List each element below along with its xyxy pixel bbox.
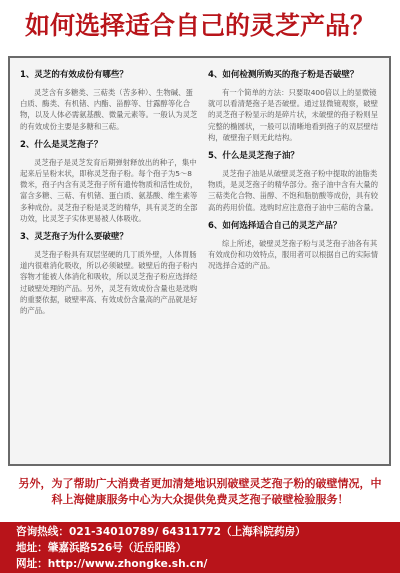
faq-panel bbox=[8, 56, 391, 466]
faq-left-column bbox=[20, 62, 198, 460]
address-text: 地址：肇嘉浜路526号（近岳阳路） bbox=[16, 542, 187, 554]
faq-item-3 bbox=[20, 231, 198, 316]
faq-item-1 bbox=[20, 69, 198, 132]
hotline-text: 咨询热线：021-34010789/ 64311772（上海科院药房） bbox=[16, 526, 306, 538]
page-title: 如何选择适合自己的灵芝产品？ bbox=[24, 11, 375, 40]
faq-question: 2、什么是灵芝孢子？ bbox=[20, 139, 103, 150]
faq-answer: 综上所述，破壁灵芝孢子粉与灵芝孢子油各有其有效成份和功效特点，服用者可以根据自己的实际情况选择合适的产品。 bbox=[208, 238, 378, 271]
faq-right-column bbox=[208, 62, 382, 460]
contact-footer bbox=[0, 522, 400, 573]
faq-question: 4、如何检测所购买的孢子粉是否破壁？ bbox=[208, 70, 359, 80]
faq-question: 1、灵芝的有效成份有哪些？ bbox=[20, 70, 128, 80]
faq-item-2 bbox=[20, 139, 198, 224]
faq-item-6 bbox=[208, 220, 382, 272]
website-link[interactable]: 网址：http://www.zhongke.sh.cn/ bbox=[16, 558, 208, 570]
faq-question: 5、什么是灵芝孢子油？ bbox=[208, 151, 299, 162]
faq-answer: 灵芝孢子是灵芝发育后期弹射释放出的种子，集中起来后呈粉末状，即称灵芝孢子粉。每个孢子为5～8微米，孢子内含有灵芝孢子所有遗传物质和活性成份，富含多糖、三萜、有机锗、蛋白质、氨基酸、维生素等多种成份。灵芝孢子粉是灵芝的精华，具有灵芝的全部功效，比灵芝子实体更易被人体吸收。 bbox=[20, 157, 198, 223]
faq-answer: 灵芝孢子油是从破壁灵芝孢子粉中提取的油脂类物质，是灵芝孢子的精华部分。孢子油中含有大量的三萜类化合物、甾醇、不饱和脂肪酸等成份，具有较高的药用价值。选购时应注意孢子油中三萜的含量。 bbox=[208, 169, 378, 212]
faq-item-5 bbox=[208, 150, 382, 213]
faq-question: 3、灵芝孢子为什么要破壁？ bbox=[20, 232, 128, 243]
faq-answer: 灵芝含有多糖类、三萜类（苦多种）、生物碱、蛋白质、酶类、有机锗、内酯、甾醇等、甘露醇等化合物，以及人体必需氨基酸、微量元素等。一般认为灵芝的有效成份主要是多糖和三萜。 bbox=[20, 88, 198, 131]
faq-item-4 bbox=[208, 69, 382, 143]
faq-answer: 灵芝孢子粉具有双层坚硬的几丁质外壁，人体胃肠道内很难消化吸收，所以必须破壁。破壁后的孢子粉内容物才能被人体消化和吸收，所以灵芝孢子粉应选择经过破壁处理的产品。另外，灵芝有效成份含量也是选购的重要依据，破壁率高、有效成份含量高的产品就是好的产品。 bbox=[20, 250, 198, 316]
service-notice: 另外，为了帮助广大消费者更加清楚地识别破壁灵芝孢子粉的破壁情况，中科上海健康服务中心为大众提供免费灵芝孢子破壁检验服务！ bbox=[18, 477, 382, 506]
faq-question: 6、如何选择适合自己的灵芝产品？ bbox=[208, 220, 342, 231]
faq-answer: 有一个简单的方法：只要取400倍以上的显微镜就可以看清楚孢子是否破壁。通过显微镜观察，破壁的灵芝孢子粉显示的是碎片状，未破壁的孢子粉则呈完整的椭圆状，一般可以清晰地看到孢子的双层壁结构，破壁孢子则无此结构。 bbox=[208, 88, 378, 142]
